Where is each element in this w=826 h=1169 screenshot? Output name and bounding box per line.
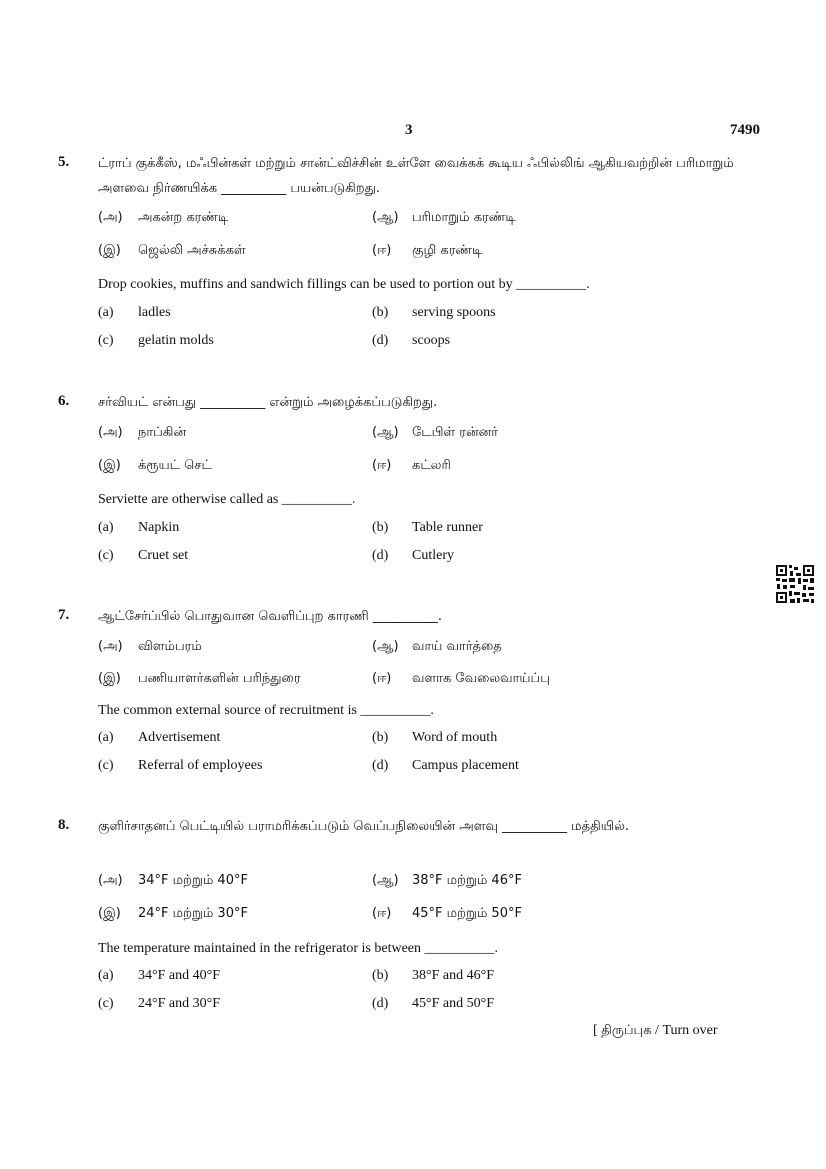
option-text: வளாக வேலைவாய்ப்பு bbox=[412, 671, 550, 686]
option-label: (b) bbox=[372, 968, 389, 983]
question-text-tamil: சர்வியட் என்பது __________ என்றும் அழைக்கப்படுகிறது. bbox=[98, 395, 438, 410]
question-text-english: The common external source of recruitment is __________. bbox=[98, 703, 434, 718]
option-english-b bbox=[372, 305, 496, 321]
option-text: 24°F and 30°F bbox=[138, 996, 220, 1011]
option-english-a bbox=[98, 520, 179, 536]
option-text: Napkin bbox=[138, 520, 180, 535]
option-label: (d) bbox=[372, 996, 389, 1011]
question-text-tamil: ட்ராப் குக்கீஸ், மஃபின்கள் மற்றும் சான்ட்விச்சின் உள்ளே வைக்கக் கூடிய ஃபில்லிங் ஆகியவற்றின் பரிமாறும் அளவை நிர்ணயிக்க __________ பயன்படுகிறது. bbox=[98, 156, 734, 196]
option-text: Cutlery bbox=[412, 548, 454, 563]
option-label: (b) bbox=[372, 305, 389, 320]
option-label: (இ) bbox=[98, 906, 121, 921]
option-label: (a) bbox=[98, 520, 114, 535]
option-tamil-a bbox=[98, 425, 186, 441]
option-label: (அ) bbox=[98, 210, 123, 225]
option-text: 38°F and 46°F bbox=[412, 968, 494, 983]
option-english-d bbox=[372, 996, 494, 1012]
option-label: (c) bbox=[98, 548, 114, 563]
option-label: (ஈ) bbox=[372, 671, 392, 686]
option-label: (அ) bbox=[98, 425, 123, 440]
option-text: டேபிள் ரன்னர் bbox=[412, 425, 499, 440]
footer-separator: / bbox=[655, 1023, 659, 1038]
option-tamil-c bbox=[98, 243, 246, 259]
question-text-tamil: ஆட்சேர்ப்பில் பொதுவான வெளிப்புற காரணி __________. bbox=[98, 609, 442, 624]
option-english-a bbox=[98, 730, 220, 746]
question-text-english: The temperature maintained in the refrigerator is between __________. bbox=[98, 941, 499, 956]
page-number: 3 bbox=[405, 122, 413, 138]
option-label: (c) bbox=[98, 333, 114, 348]
option-label: (ஈ) bbox=[372, 906, 392, 921]
option-english-b bbox=[372, 730, 497, 746]
option-text: கட்லரி bbox=[412, 458, 451, 473]
option-text: வாய் வார்த்தை bbox=[412, 639, 502, 654]
option-english-c bbox=[98, 548, 188, 564]
option-label: (அ) bbox=[98, 873, 123, 888]
option-tamil-d bbox=[372, 671, 550, 687]
option-text: பரிமாறும் கரண்டி bbox=[412, 210, 516, 225]
option-text: ladles bbox=[138, 305, 171, 320]
option-english-c bbox=[98, 333, 214, 349]
option-label: (c) bbox=[98, 758, 114, 773]
option-label: (இ) bbox=[98, 671, 121, 686]
question-number: 7. bbox=[58, 607, 70, 623]
option-text: Advertisement bbox=[138, 730, 221, 745]
option-text: Word of mouth bbox=[412, 730, 498, 745]
option-label: (a) bbox=[98, 305, 114, 320]
question-number: 8. bbox=[58, 817, 70, 833]
option-text: Campus placement bbox=[412, 758, 519, 773]
option-label: (b) bbox=[372, 730, 389, 745]
option-english-d bbox=[372, 548, 454, 564]
option-tamil-a bbox=[98, 639, 202, 655]
option-label: (இ) bbox=[98, 243, 121, 258]
option-label: (c) bbox=[98, 996, 114, 1011]
option-tamil-c bbox=[98, 671, 301, 687]
option-text: 34°F and 40°F bbox=[138, 968, 220, 983]
option-text: Cruet set bbox=[138, 548, 189, 563]
option-label: (d) bbox=[372, 333, 389, 348]
question-text-english: Drop cookies, muffins and sandwich fillings can be used to portion out by __________. bbox=[98, 277, 590, 292]
option-label: (a) bbox=[98, 968, 114, 983]
option-text: 24°F மற்றும் 30°F bbox=[138, 906, 248, 921]
question-text-tamil: குளிர்சாதனப் பெட்டியில் பராமரிக்கப்படும் வெப்பநிலையின் அளவு __________ மத்தியில். bbox=[98, 819, 630, 834]
option-english-c bbox=[98, 996, 220, 1012]
option-label: (b) bbox=[372, 520, 389, 535]
option-text: 45°F and 50°F bbox=[412, 996, 494, 1011]
option-text: குழி கரண்டி bbox=[412, 243, 483, 258]
option-tamil-c bbox=[98, 906, 248, 922]
option-english-b bbox=[372, 520, 483, 536]
option-label: (d) bbox=[372, 758, 389, 773]
option-label: (அ) bbox=[98, 639, 123, 654]
option-text: serving spoons bbox=[412, 305, 496, 320]
turn-over-note bbox=[593, 1023, 718, 1039]
option-label: (ஈ) bbox=[372, 458, 392, 473]
option-text: க்ரூயட் செட் bbox=[138, 458, 212, 473]
qr-code-icon bbox=[775, 564, 815, 604]
option-tamil-b bbox=[372, 873, 522, 889]
option-english-d bbox=[372, 758, 519, 774]
option-tamil-b bbox=[372, 210, 516, 226]
option-label: (ஆ) bbox=[372, 425, 399, 440]
option-tamil-c bbox=[98, 458, 212, 474]
question-text-english: Serviette are otherwise called as __________. bbox=[98, 492, 356, 507]
option-label: (இ) bbox=[98, 458, 121, 473]
option-text: 38°F மற்றும் 46°F bbox=[412, 873, 522, 888]
option-english-a bbox=[98, 305, 171, 321]
footer-tamil: திருப்புக bbox=[601, 1023, 652, 1038]
option-tamil-d bbox=[372, 458, 451, 474]
option-english-d bbox=[372, 333, 450, 349]
footer-bracket: [ bbox=[593, 1023, 598, 1038]
option-label: (d) bbox=[372, 548, 389, 563]
option-label: (ஆ) bbox=[372, 210, 399, 225]
option-text: விளம்பரம் bbox=[138, 639, 202, 654]
option-label: (ஆ) bbox=[372, 639, 399, 654]
option-tamil-b bbox=[372, 639, 502, 655]
option-text: scoops bbox=[412, 333, 451, 348]
option-label: (a) bbox=[98, 730, 114, 745]
option-text: அகன்ற கரண்டி bbox=[138, 210, 229, 225]
option-tamil-d bbox=[372, 243, 482, 259]
option-tamil-b bbox=[372, 425, 498, 441]
option-label: (ஆ) bbox=[372, 873, 399, 888]
option-text: Referral of employees bbox=[138, 758, 263, 773]
option-english-b bbox=[372, 968, 494, 984]
option-text: gelatin molds bbox=[138, 333, 214, 348]
option-text: Table runner bbox=[412, 520, 483, 535]
option-english-a bbox=[98, 968, 220, 984]
footer-english: Turn over bbox=[662, 1023, 718, 1038]
question-number: 5. bbox=[58, 154, 70, 170]
option-label: (ஈ) bbox=[372, 243, 392, 258]
option-english-c bbox=[98, 758, 262, 774]
option-text: நாப்கின் bbox=[138, 425, 187, 440]
option-tamil-a bbox=[98, 873, 248, 889]
question-number: 6. bbox=[58, 393, 70, 409]
option-text: பணியாளர்களின் பரிந்துரை bbox=[138, 671, 301, 686]
paper-code: 7490 bbox=[730, 122, 760, 138]
option-tamil-a bbox=[98, 210, 228, 226]
option-tamil-d bbox=[372, 906, 522, 922]
option-text: 34°F மற்றும் 40°F bbox=[138, 873, 248, 888]
option-text: 45°F மற்றும் 50°F bbox=[412, 906, 522, 921]
option-text: ஜெல்லி அச்சுக்கள் bbox=[138, 243, 246, 258]
